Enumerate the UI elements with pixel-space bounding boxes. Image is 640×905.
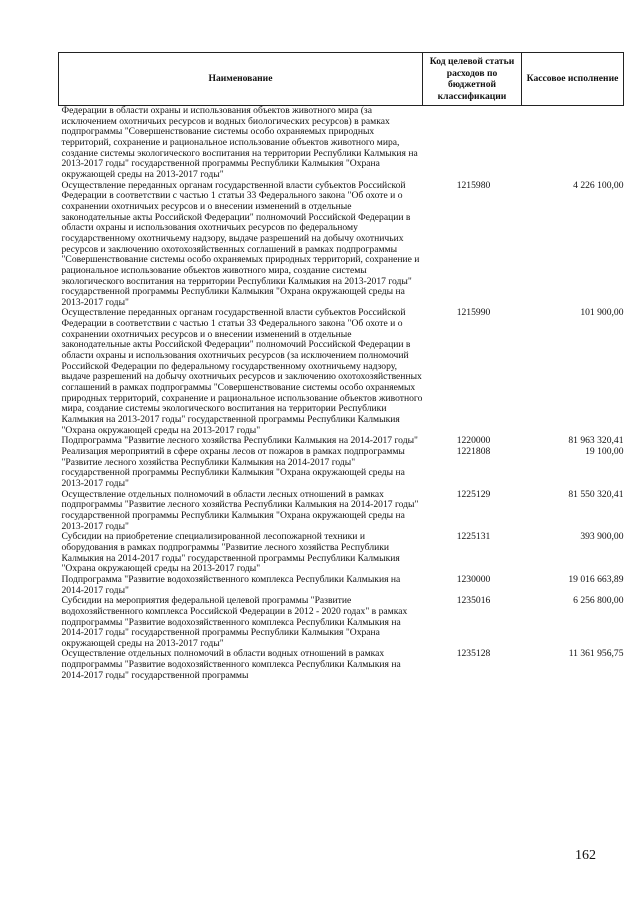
row-amount: 19 016 663,89 [568, 573, 624, 585]
row-code: 1225131 [456, 531, 491, 543]
row-code [423, 106, 522, 181]
row-code: 1220000 [456, 435, 491, 447]
table-row [59, 596, 624, 649]
row-amount: 11 361 956,75 [568, 648, 624, 660]
row-name: Осуществление отдельных полномочий в области лесных отношений в рамках подпрограммы "Развитие лесного хозяйства Республики Калмыкия на 2014-2017 годы" государственной программы Республики Калмыкия "Охрана окружающей среды на 2013-2017 годы" [61, 488, 419, 532]
table-row [59, 106, 624, 181]
table-header-row [59, 53, 624, 106]
budget-execution-table [58, 52, 624, 681]
row-amount: 393 900,00 [580, 531, 624, 543]
table-row [59, 532, 624, 575]
page-number: 162 [575, 848, 596, 863]
row-amount: 19 100,00 [585, 446, 624, 457]
row-name: Подпрограмма "Развитие лесного хозяйства Республики Калмыкия на 2014-2017 годы" [61, 435, 418, 447]
row-amount: 4 226 100,00 [573, 179, 624, 191]
table-row [59, 447, 624, 490]
row-amount: 101 900,00 [580, 307, 624, 319]
row-name: Осуществление отдельных полномочий в области водных отношений в рамках подпрограммы "Развитие водохозяйственного комплекса Республики Калмыкия на 2014-2017 годы" государственной программы [61, 648, 401, 681]
row-name: Субсидии на приобретение специализированной лесопожарной техники и оборудования в рамках подпрограммы "Развитие лесного хозяйства Республики Калмыкия на 2014-2017 годы" государственной программы Республики Калмыкия "Охрана окружающей среды на 2013-2017 годы" [61, 531, 400, 575]
row-name: Подпрограмма "Развитие водохозяйственного комплекса Республики Калмыкия на 2014-2017 годы" [61, 573, 401, 596]
row-name: Осуществление переданных органам государственной власти субъектов Российской Федерации в соответствии с частью 1 статьи 33 Федерального закона "Об охоте и о сохранении охотничьих ресурсов и о внесении изменений в отдельные законодательные акты Российской Федерации" полномочий Российской Федерации в области охраны и использования охотничьих ресурсов (за исключением полномочий Российской Федерации по федеральному государственному охотничьему надзору, выдаче разрешений на добычу охотничьих ресурсов и заключению охотохозяйственных соглашений в рамках подпрограммы "Совершенствование системы особо охраняемых природных территорий, сохранение и рациональное использование объектов животного мира, создание системы экологического воспитания на территории Республики Калмыкия на 2013-2017 годы" государственной программы Республики Калмыкия "Охрана окружающей среды на 2013-2017 годы" [61, 307, 423, 436]
table-row [59, 575, 624, 596]
row-code: 1225129 [456, 488, 491, 500]
table-row [59, 308, 624, 436]
row-amount: 81 963 320,41 [568, 435, 624, 447]
header-name: Наименование [59, 53, 423, 106]
row-name: Реализация мероприятий в сфере охраны лесов от пожаров в рамках подпрограммы "Развитие лесного хозяйства Республики Калмыкия на 2014-2017 годы" государственной программы Республики Калмыкия "Охрана окружающей среды на 2013-2017 годы" [61, 446, 405, 489]
header-code: Код целевой статьи расходов по бюджетной классификации [423, 53, 522, 106]
row-code: 1215980 [456, 179, 491, 191]
header-amount: Кассовое исполнение [522, 53, 624, 106]
row-name: Федерации в области охраны и использования объектов животного мира (за исключением охотничьих ресурсов и водных биологических ресурсов) в рамках подпрограммы "Совершенствование системы особо охраняемых природных территорий, сохранение и рациональное использование объектов животного мира, создание системы экологического воспитания на территории Республики Калмыкия на 2013-2017 годы" государственной программы Республики Калмыкия "Охрана окружающей среды на 2013-2017 годы" [61, 105, 418, 180]
row-name: Осуществление переданных органам государственной власти субъектов Российской Федерации в соответствии с частью 1 статьи 33 Федерального закона "Об охоте и о сохранении охотничьих ресурсов и о внесении изменений в отдельные законодательные акты Российской Федерации" полномочий Российской Федерации в области охраны и использования охотничьих ресурсов по федеральному государственному охотничьему надзору, выдаче разрешений на добычу охотничьих ресурсов и заключению охотохозяйственных соглашений в рамках подпрограммы "Совершенствование системы особо охраняемых природных территорий, сохранение и рациональное использование объектов животного мира, создание системы экологического воспитания на территории Республики Калмыкия на 2013-2017 годы" государственной программы Республики Калмыкия "Охрана окружающей среды на 2013-2017 годы" [61, 179, 420, 308]
row-code: 1230000 [456, 573, 491, 585]
row-code: 1215990 [456, 307, 491, 319]
document-page [58, 52, 624, 681]
row-code: 1221808 [456, 446, 491, 457]
row-amount: 6 256 800,00 [573, 595, 624, 607]
row-amount [522, 106, 624, 181]
row-name: Субсидии на мероприятия федеральной целевой программы "Развитие водохозяйственного комплекса Российской Федерации в 2012 - 2020 годах" в рамках подпрограммы "Развитие водохозяйственного комплекса Республики Калмыкия на 2014-2017 годы" государственной программы Республики Калмыкия "Охрана окружающей среды на 2013-2017 годы" [61, 595, 408, 649]
row-amount: 81 550 320,41 [568, 488, 624, 500]
table-row [59, 181, 624, 309]
table-row [59, 649, 624, 681]
row-code: 1235128 [456, 648, 491, 660]
table-row [59, 490, 624, 533]
row-code: 1235016 [456, 595, 491, 607]
